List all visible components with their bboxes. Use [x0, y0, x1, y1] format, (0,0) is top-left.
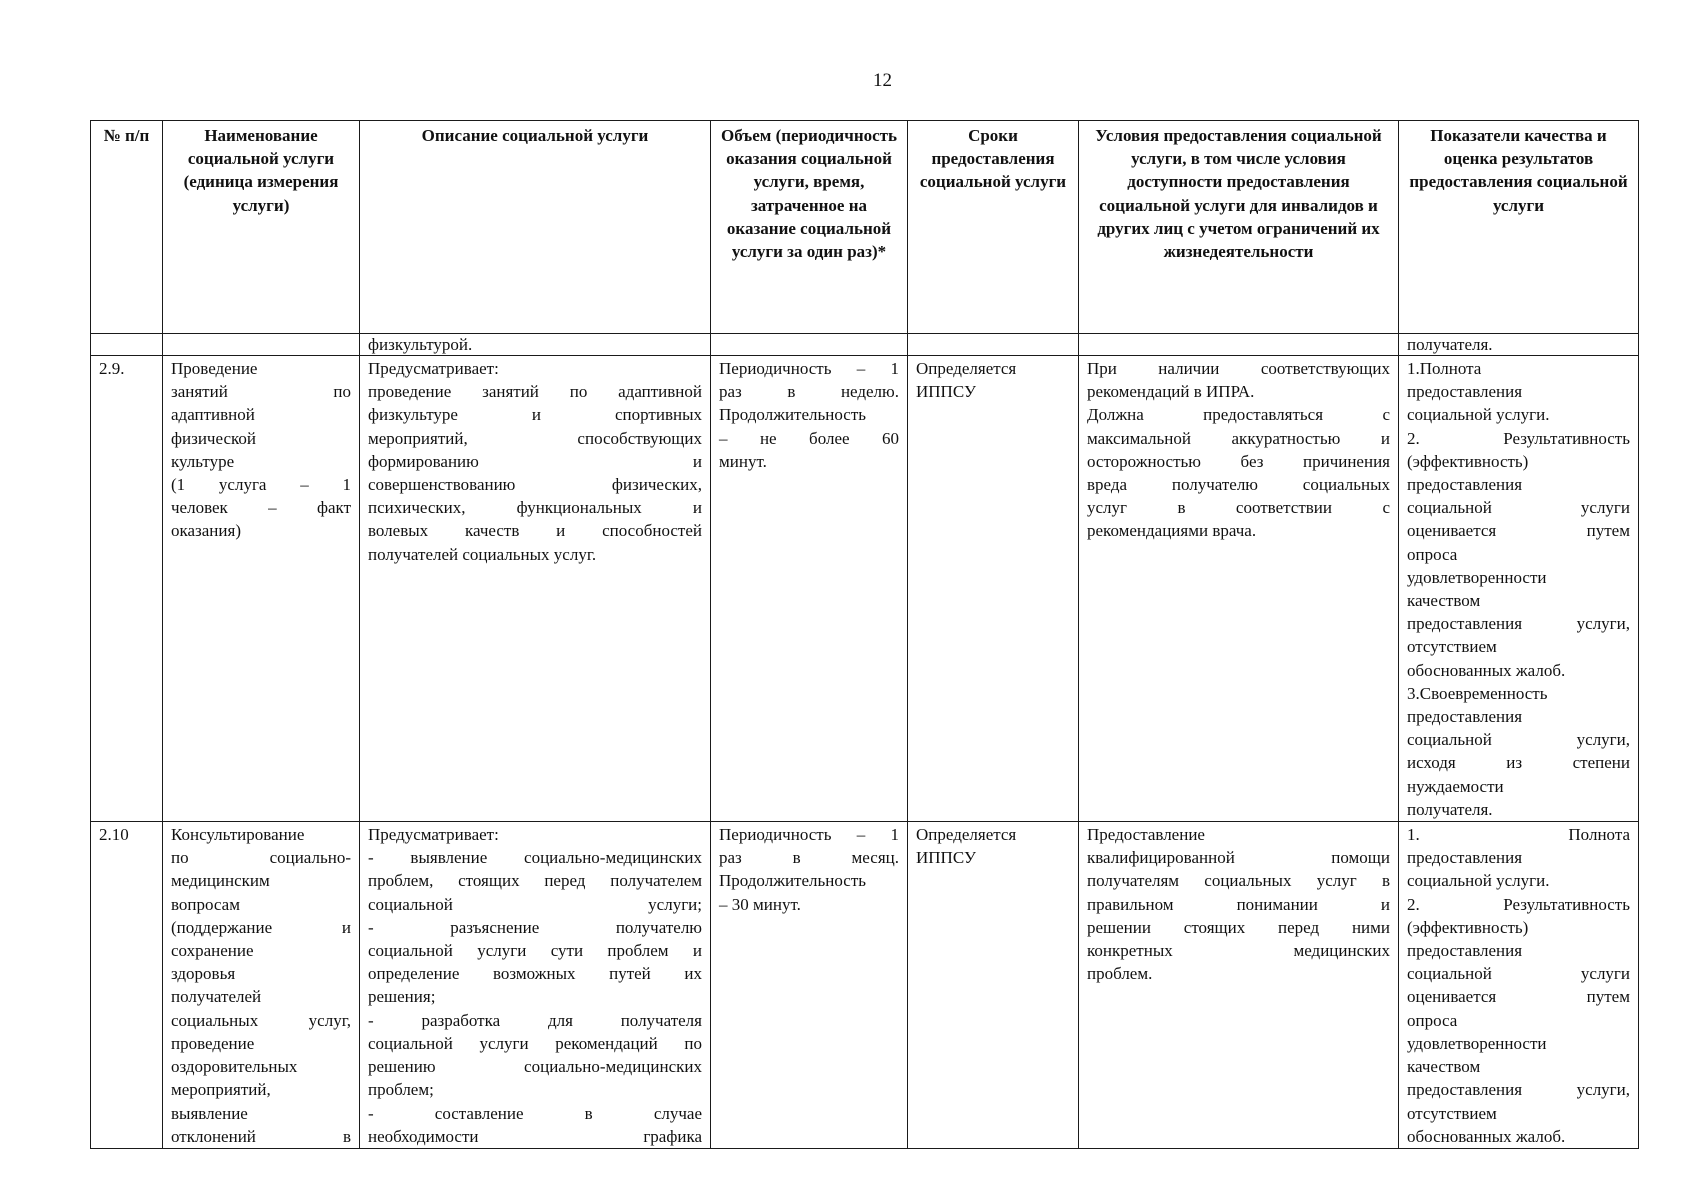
- service-volume: Периодичность – 1 раз в месяц. Продолжительность – 30 минут.: [711, 822, 908, 1149]
- service-conditions: Предоставление квалифицированной помощи получателям социальных услуг в правильном понимании и решении стоящих перед ними конкретных медицинских проблем.: [1079, 822, 1399, 1149]
- service-quality: 1.Полнота предоставления социальной услуги. 2. Результативность (эффективность) предоставления социальной услуги оценивается путем опроса удовлетворенности качеством предоставления услуги, отсутствием обоснованных жалоб. 3.Своевременность предоставления социальной услуги, исходя из степени нуждаемости получателя.: [1399, 356, 1639, 822]
- header-row: [91, 121, 1639, 334]
- service-volume: Периодичность – 1 раз в неделю. Продолжительность – не более 60 минут.: [711, 356, 908, 822]
- service-name: Консультирование по социально- медицинским вопросам (поддержание и сохранение здоровья получателей социальных услуг, проведение оздоровительных мероприятий, выявление отклонений в: [163, 822, 360, 1149]
- continuation-quality: получателя.: [1399, 334, 1639, 356]
- header-service-name: Наименование социальной услуги (единица измерения услуги): [163, 121, 360, 334]
- service-name: Проведение занятий по адаптивной физической культуре (1 услуга – 1 человек – факт оказания): [163, 356, 360, 822]
- service-term: Определяется ИППСУ: [908, 822, 1079, 1149]
- continuation-description: физкультурой.: [360, 334, 711, 356]
- header-quality: Показатели качества и оценка результатов предоставления социальной услуги: [1399, 121, 1639, 334]
- service-term: Определяется ИППСУ: [908, 356, 1079, 822]
- table-row: [91, 356, 1639, 822]
- header-description: Описание социальной услуги: [360, 121, 711, 334]
- continuation-row: [91, 334, 1639, 356]
- header-volume: Объем (периодичность оказания социальной услуги, время, затраченное на оказание социальной услуги за один раз)*: [711, 121, 908, 334]
- header-conditions: Условия предоставления социальной услуги, в том числе условия доступности предоставления социальной услуги для инвалидов и других лиц с учетом ограничений их жизнедеятельности: [1079, 121, 1399, 334]
- row-number: 2.9.: [91, 356, 163, 822]
- header-number: № п/п: [91, 121, 163, 334]
- row-number: 2.10: [91, 822, 163, 1149]
- service-conditions: При наличии соответствующих рекомендаций в ИПРА. Должна предоставляться с максимальной аккуратностью и осторожностью без причинения вреда получателю социальных услуг в соответствии с рекомендациями врача.: [1079, 356, 1399, 822]
- service-description: Предусматривает: - выявление социально-медицинских проблем, стоящих перед получателем социальной услуги; - разъяснение получателю социальной услуги сути проблем и определение возможных путей их решения; - разработка для получателя социальной услуги рекомендаций по решению социально-медицинских проблем; - составление в случае необходимости графика: [360, 822, 711, 1149]
- service-description: Предусматривает: проведение занятий по адаптивной физкультуре и спортивных мероприятий, способствующих формированию и совершенствованию физических, психических, функциональных и волевых качеств и способностей получателей социальных услуг.: [360, 356, 711, 822]
- page-number: 12: [873, 70, 892, 91]
- table-row: [91, 822, 1639, 1149]
- services-table: [90, 120, 1639, 1149]
- service-quality: 1. Полнота предоставления социальной услуги. 2. Результативность (эффективность) предоставления социальной услуги оценивается путем опроса удовлетворенности качеством предоставления услуги, отсутствием обоснованных жалоб.: [1399, 822, 1639, 1149]
- header-terms: Сроки предоставления социальной услуги: [908, 121, 1079, 334]
